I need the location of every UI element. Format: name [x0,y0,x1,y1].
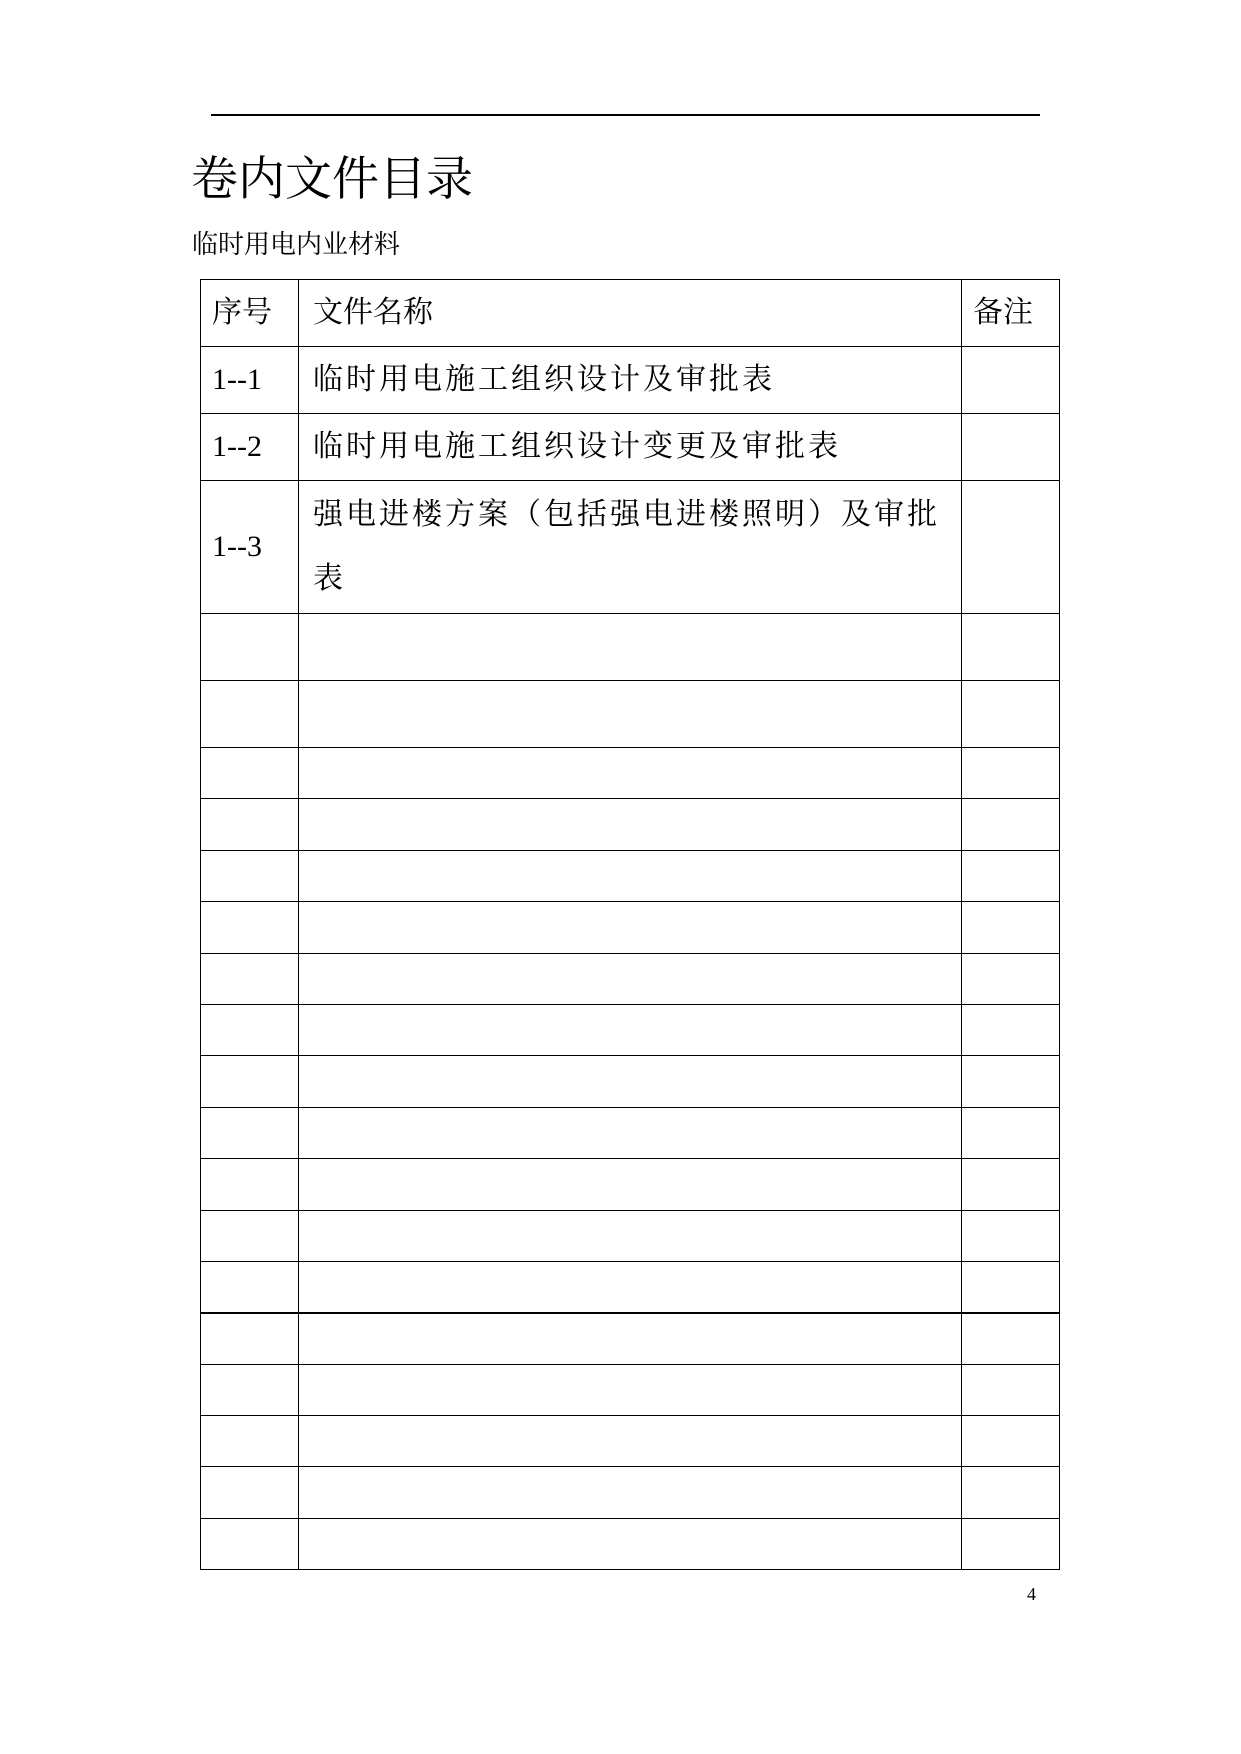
cell-remark [962,902,1060,953]
table-header-row [201,280,1060,347]
cell-index [201,1364,299,1415]
table-row [201,902,1060,953]
cell-remark [962,1313,1060,1364]
table-body [201,347,1060,1570]
cell-remark [962,1261,1060,1312]
cell-remark [962,1107,1060,1158]
page-subtitle: 临时用电内业材料 [192,230,401,259]
table-row [201,1107,1060,1158]
cell-remark [962,1467,1060,1518]
cell-remark [962,799,1060,850]
cell-file-name [299,1210,962,1261]
cell-remark [962,614,1060,681]
table-row [201,1159,1060,1210]
cell-remark [962,953,1060,1004]
cell-remark [962,1159,1060,1210]
cell-remark [962,481,1060,614]
table-row [201,614,1060,681]
cell-index [201,614,299,681]
table-row [201,414,1060,481]
cell-index [201,1261,299,1312]
table-row [201,953,1060,1004]
table-row [201,1056,1060,1107]
cell-file-name [299,1004,962,1055]
table-row [201,1518,1060,1569]
cell-remark [962,1056,1060,1107]
cell-file-name [299,1518,962,1569]
cell-remark [962,347,1060,414]
cell-remark [962,1004,1060,1055]
cell-remark [962,414,1060,481]
cell-remark [962,1364,1060,1415]
table-row [201,1416,1060,1467]
cell-index [201,799,299,850]
cell-index [201,1159,299,1210]
cell-file-name [299,748,962,799]
cell-file-name [299,1416,962,1467]
cell-index [201,681,299,748]
cell-index [201,1518,299,1569]
table-row [201,481,1060,614]
table-row [201,748,1060,799]
cell-index [201,1004,299,1055]
header-rule [211,114,1040,116]
cell-index [201,850,299,901]
table-row [201,1364,1060,1415]
table-row [201,1261,1060,1312]
cell-file-name: 临时用电施工组织设计及审批表 [299,347,962,414]
table-row [201,1210,1060,1261]
cell-index: 1--1 [201,347,299,414]
file-catalog-table [200,279,1060,1570]
table-row [201,1313,1060,1364]
cell-file-name [299,1313,962,1364]
cell-file-name [299,681,962,748]
page-number: 4 [1027,1584,1036,1604]
column-header-file-name: 文件名称 [299,280,962,347]
cell-remark [962,681,1060,748]
cell-remark [962,1210,1060,1261]
cell-index: 1--3 [201,481,299,614]
cell-remark [962,1518,1060,1569]
cell-file-name [299,1467,962,1518]
cell-file-name: 强电进楼方案（包括强电进楼照明）及审批表 [299,481,962,614]
cell-index [201,953,299,1004]
cell-index [201,1056,299,1107]
cell-file-name [299,850,962,901]
cell-index [201,1313,299,1364]
column-header-remark: 备注 [962,280,1060,347]
cell-file-name [299,1107,962,1158]
cell-remark [962,748,1060,799]
cell-index [201,1107,299,1158]
cell-index [201,748,299,799]
cell-file-name [299,1364,962,1415]
page-title: 卷内文件目录 [191,152,473,207]
cell-file-name [299,953,962,1004]
table-row [201,850,1060,901]
cell-index [201,902,299,953]
table-row [201,1004,1060,1055]
column-header-index: 序号 [201,280,299,347]
table-row [201,681,1060,748]
cell-file-name: 临时用电施工组织设计变更及审批表 [299,414,962,481]
table-row [201,347,1060,414]
cell-file-name [299,902,962,953]
cell-remark [962,1416,1060,1467]
cell-index [201,1416,299,1467]
cell-index [201,1210,299,1261]
cell-file-name [299,614,962,681]
cell-index: 1--2 [201,414,299,481]
table-row [201,799,1060,850]
cell-index [201,1467,299,1518]
cell-file-name [299,1261,962,1312]
table-row [201,1467,1060,1518]
cell-remark [962,850,1060,901]
cell-file-name [299,1056,962,1107]
cell-file-name [299,799,962,850]
cell-file-name [299,1159,962,1210]
